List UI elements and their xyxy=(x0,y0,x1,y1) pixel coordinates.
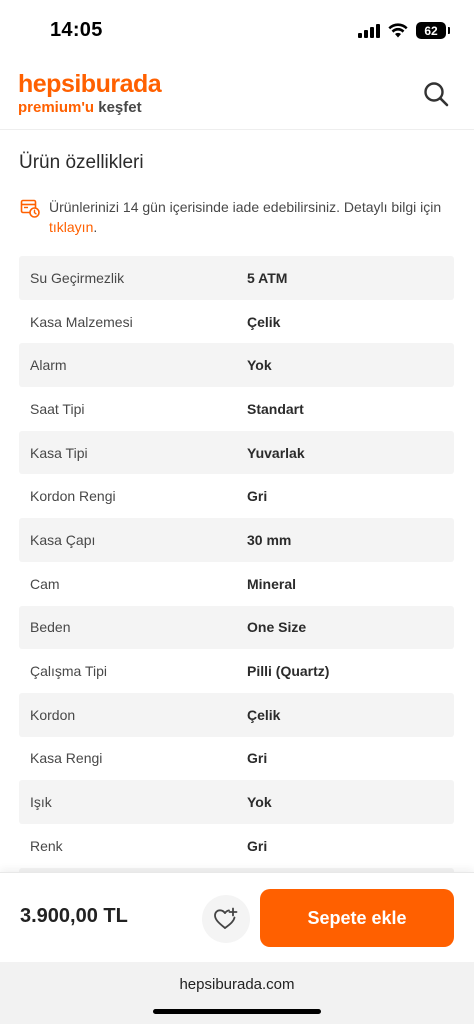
return-policy-notice xyxy=(20,197,460,237)
spec-key: Cam xyxy=(30,575,60,592)
app-header xyxy=(0,62,474,130)
spec-value: Gri xyxy=(247,750,268,767)
page-title: Ürün özellikleri xyxy=(19,152,144,173)
cellular-signal-icon xyxy=(358,24,380,38)
spec-row xyxy=(19,256,454,300)
wifi-icon xyxy=(388,23,408,38)
url-text[interactable]: hepsiburada.com xyxy=(179,976,295,993)
search-icon[interactable] xyxy=(422,80,450,108)
spec-value: Çelik xyxy=(247,313,281,330)
spec-key: Su Geçirmezlik xyxy=(30,269,125,286)
spec-value: One Size xyxy=(247,619,307,636)
purchase-bar xyxy=(0,872,474,962)
spec-value: Yuvarlak xyxy=(247,444,305,461)
return-policy-link[interactable]: tıklayın xyxy=(49,219,94,235)
spec-key: Kasa Çapı xyxy=(30,531,96,548)
spec-key: Çalışma Tipi xyxy=(30,663,108,680)
spec-value: Standart xyxy=(247,400,304,417)
spec-value: Mineral xyxy=(247,575,297,592)
spec-row xyxy=(19,562,454,606)
spec-value: Pilli (Quartz) xyxy=(247,663,330,680)
spec-row xyxy=(19,737,454,781)
spec-value: Gri xyxy=(247,837,268,854)
home-indicator[interactable] xyxy=(153,1009,321,1014)
spec-key: Kasa Malzemesi xyxy=(30,313,133,330)
premium-tagline xyxy=(18,98,161,118)
spec-row xyxy=(19,343,454,387)
spec-row xyxy=(19,606,454,650)
spec-row xyxy=(19,780,454,824)
spec-row xyxy=(19,431,454,475)
spec-key: Kasa Tipi xyxy=(30,444,88,461)
return-policy-suffix: . xyxy=(93,219,98,235)
spec-row xyxy=(19,518,454,562)
battery-icon xyxy=(416,22,446,39)
spec-key: Kasa Rengi xyxy=(30,750,103,767)
premium-tagline-highlight: premium'u xyxy=(18,99,95,116)
status-time: 14:05 xyxy=(50,19,103,41)
spec-key: Işık xyxy=(30,794,52,811)
spec-value: Yok xyxy=(247,357,272,374)
spec-key: Kordon xyxy=(30,706,76,723)
hepsiburada-logo[interactable] xyxy=(18,70,161,118)
spec-row xyxy=(19,824,454,868)
premium-tagline-text: keşfet xyxy=(98,99,142,116)
browser-url-bar[interactable] xyxy=(0,962,474,1024)
add-to-cart-button[interactable]: Sepete ekle xyxy=(260,889,454,947)
battery-level: 62 xyxy=(424,23,438,38)
return-policy-text xyxy=(49,197,460,237)
spec-key: Kordon Rengi xyxy=(30,488,116,505)
return-policy-message: Ürünlerinizi 14 gün içerisinde iade edebilirsiniz. Detaylı bilgi için xyxy=(49,199,442,215)
calendar-return-icon xyxy=(20,198,40,218)
spec-key: Saat Tipi xyxy=(30,400,85,417)
spec-row xyxy=(19,387,454,431)
logo-wordmark: hepsiburada xyxy=(18,70,162,98)
product-price: 3.900,00 TL xyxy=(20,905,128,927)
product-spec-table xyxy=(19,256,454,911)
spec-key: Beden xyxy=(30,619,71,636)
spec-value: 30 mm xyxy=(247,531,292,548)
spec-value: Yok xyxy=(247,794,272,811)
spec-row xyxy=(19,649,454,693)
spec-row xyxy=(19,300,454,344)
spec-key: Alarm xyxy=(30,357,67,374)
status-icons xyxy=(358,22,446,39)
add-to-favorites-button[interactable] xyxy=(202,895,250,943)
spec-row xyxy=(19,474,454,518)
spec-value: Çelik xyxy=(247,706,281,723)
status-bar xyxy=(0,0,474,62)
spec-value: 5 ATM xyxy=(247,269,288,286)
spec-row xyxy=(19,693,454,737)
spec-value: Gri xyxy=(247,488,268,505)
spec-key: Renk xyxy=(30,837,63,854)
heart-plus-icon xyxy=(213,907,239,931)
